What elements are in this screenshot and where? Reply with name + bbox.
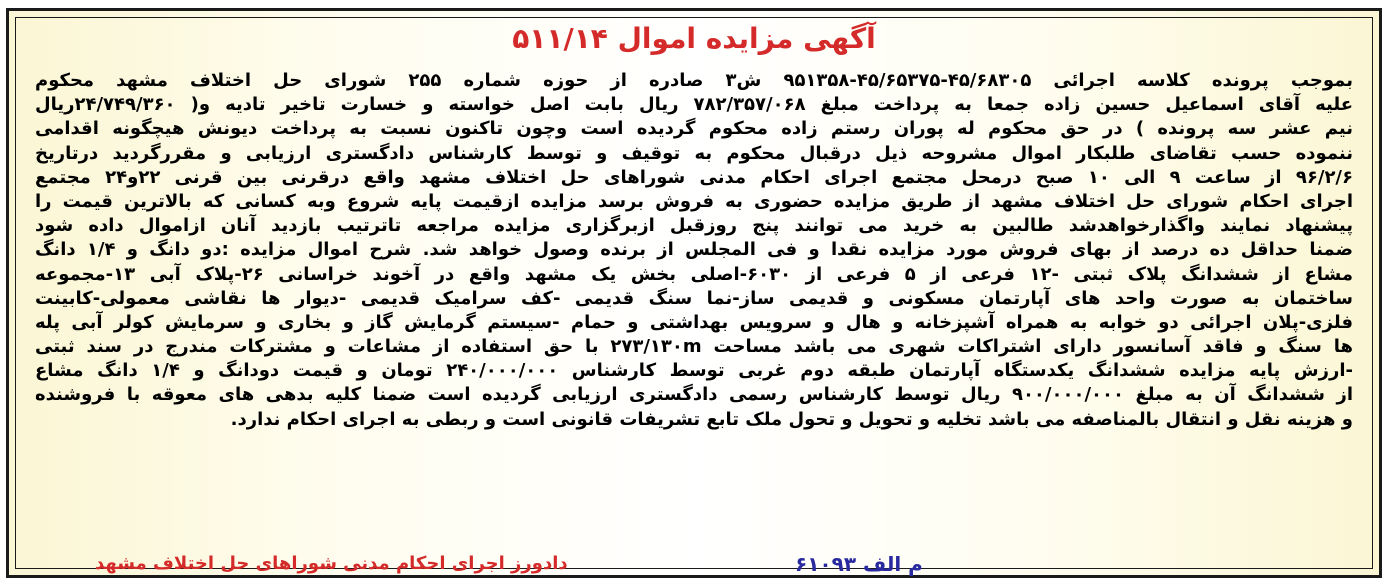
notice-line: فلزی-پلان اجرائی دو خوابه به همراه آشپزخانه و هال و سرویس بهداشتی و حمام -سیستم گرمایش گاز و بخاری و سرمایش کولر آبی پله <box>35 311 1353 333</box>
notice-line: ننموده حسب تقاضای طلبکار اموال مشروحه ذیل درقبال محکوم به توقیف و توسط کارشناس دادگستری ارزیابی و مقررگردید درتاریخ <box>35 142 1353 164</box>
notice-line: ضمنا حداقل ده درصد از بهای فروش مورد مزایده نقدا و فی المجلس از برنده وصول خواهد شد. شرح اموال مزایده :دو دانگ و ۱/۴ دانگ <box>35 239 1353 261</box>
notice-line: ساختمان به صورت واحد های آپارتمان مسکونی و قدیمی ساز-نما سنگ قدیمی -کف سرامیک قدیمی -دیوار ها نقاشی معمولی-کابینت <box>35 287 1353 309</box>
notice-line: مشاع از ششدانگ پلاک ثبتی -۱۲ فرعی از ۵ فرعی از ۶۰۳۰-اصلی بخش یک مشهد واقع در آخوند خراسانی ۲۶-پلاک آبی ۱۳-مجموعه <box>35 263 1353 285</box>
notice-line: و هزینه نقل و انتقال بالمناصفه می باشد تخلیه و تحویل و تحول ملک تابع تشریفات قانونی است و ربطی به اجرای احکام ندارد. <box>230 408 1353 430</box>
notice-line: -ارزش پایه مزایده ششدانگ یکدستگاه آپارتمان طبقه دوم غربی توسط کارشناس ۲۴۰/۰۰۰/۰۰۰ تومان و قیمت دودانگ و ۱/۴ دانگ مشاع <box>35 360 1353 382</box>
notice-line: از ششدانگ آن به مبلغ ۹۰۰/۰۰۰/۰۰۰ ریال توسط کارشناس رسمی دادگستری ارزیابی گردیده است ضمنا کلیه بدهی های معوقه با فروشنده <box>35 384 1353 406</box>
notice-line: نیم عشر سه پرونده ) در حق محکوم له پوران رستم زاده محکوم گردیده است وچون تاکنون نسبت به پرداخت دیونش هیچگونه اقدامی <box>35 118 1353 140</box>
notice-title: ۵۱۱/۱۴ آگهی مزایده اموال <box>512 22 876 55</box>
notice-line: بموجب پرونده کلاسه اجرائی ۴۵/۶۸۳۰۵-۴۵/۶۵۳۷۵-۹۵۱۳۵۸ ش۳ صادره از حوزه شماره ۲۵۵ شورای حل اختلاف مشهد محکوم <box>35 70 1353 91</box>
notice-line: علیه آقای اسماعیل حسین زاده جمعا به پرداخت مبلغ ۷۸۲/۳۵۷/۰۶۸ ریال بابت اصل خواسته و خسارت تاخیر تادیه و( ۲۴/۷۴۹/۳۶۰ریال <box>35 94 1353 116</box>
notice-line: ها سنگ و فاقد آسانسور دارای اشتراکات شهری می باشد مساحت ۲۷۳/۱۳۰m با حق استفاده از مشاعات و مشترکات مندرج در سند ثبتی <box>35 336 1353 358</box>
notice-line: ۹۶/۲/۶ از ساعت ۹ الی ۱۰ صبح درمحل مجتمع اجرای احکام مدنی شوراهای حل اختلاف مشهد واقع درقرنی بین قرنی ۲۲و۲۴ مجتمع <box>35 166 1353 188</box>
notice-footer <box>35 551 1353 577</box>
notice-signature: دادورز اجرای احکام مدنی شوراهای حل اختلاف مشهد <box>95 553 568 574</box>
notice-line: اجرای احکام شورای حل اختلاف مشهد از طریق مزایده حضوری به فروش برسد مزایده ازقیمت پایه شروع وبه کسانی که بالاترین قیمت را <box>35 190 1353 212</box>
notice-body <box>35 69 1353 432</box>
notice-line: پیشنهاد نمایند واگذارخواهدشد طالبین به خرید می توانند پنج روزقبل ازبرگزاری مزایده مراجعه تاترتیب بازدید آنان ازاموال داده شود <box>35 215 1353 237</box>
notice-reference: م الف ۶۱۰۹۳ <box>795 552 923 576</box>
notice-frame <box>6 8 1382 578</box>
